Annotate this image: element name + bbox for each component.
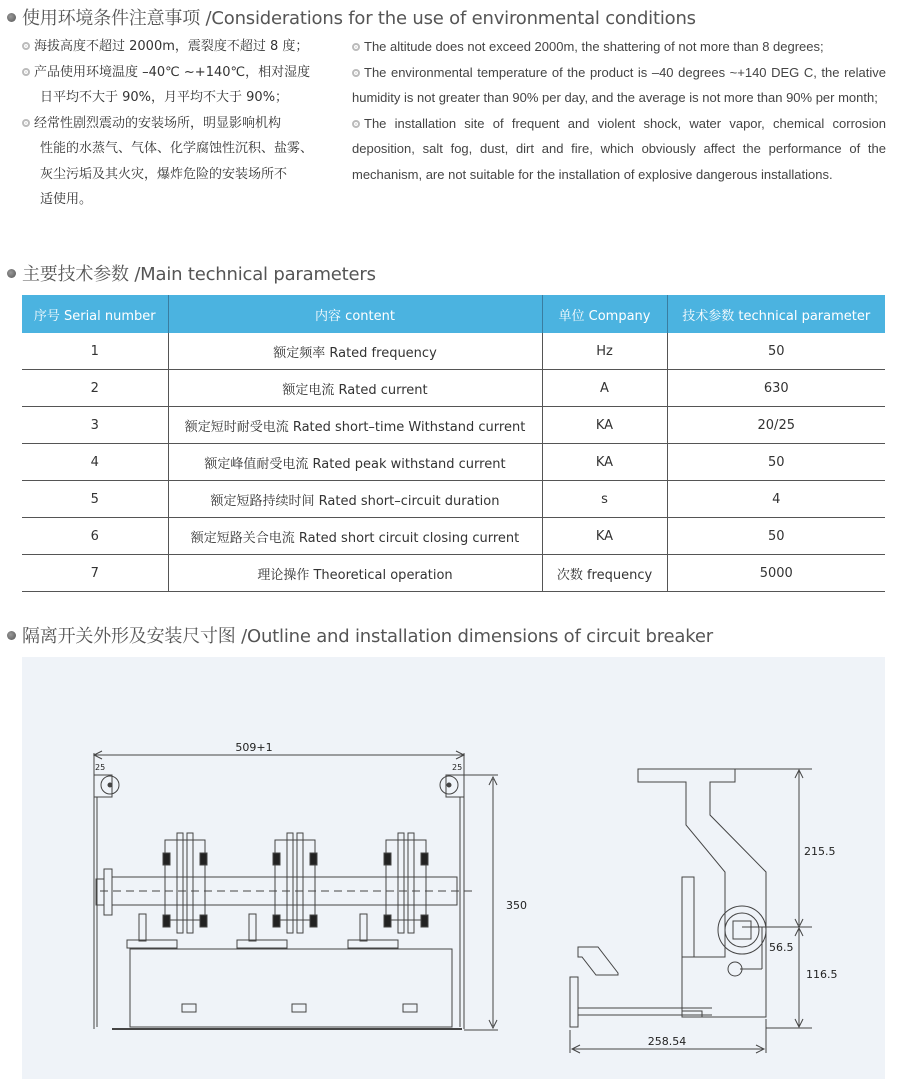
cell-unit: s: [542, 481, 667, 518]
bullet-dot-icon: [7, 13, 16, 22]
table-row: [22, 518, 885, 555]
cell-serial: 5: [22, 481, 168, 518]
dim-label-mid: 56.5: [769, 941, 794, 954]
cell-content: 额定电流 Rated current: [168, 370, 542, 407]
ring-bullet-icon: [352, 69, 360, 77]
cell-serial: 2: [22, 370, 168, 407]
conditions-zh-list: [22, 34, 332, 213]
zh-item-continuation: 灰尘污垢及其火灾，爆炸危险的安装场所不: [40, 166, 288, 182]
header-serial: 序号 Serial number: [22, 295, 168, 333]
header-value: 技术参数 technical parameter: [667, 295, 885, 333]
zh-item: 经常性剧烈震动的安装场所，明显影响机构: [22, 111, 332, 137]
side-view: [570, 769, 812, 1053]
cell-unit: KA: [542, 407, 667, 444]
ring-bullet-icon: [352, 43, 360, 51]
cell-unit: A: [542, 370, 667, 407]
dim-label-width-side: 258.54: [647, 1035, 687, 1048]
cell-content: 额定短路关合电流 Rated short circuit closing current: [168, 518, 542, 555]
cell-serial: 3: [22, 407, 168, 444]
cell-serial: 1: [22, 333, 168, 370]
ring-bullet-icon: [22, 42, 30, 50]
header-content: 内容 content: [168, 295, 542, 333]
cell-value: 630: [667, 370, 885, 407]
dim-label-corner-right: 25: [452, 763, 463, 772]
ring-bullet-icon: [352, 120, 360, 128]
cell-value: 50: [667, 333, 885, 370]
cell-content: 额定频率 Rated frequency: [168, 333, 542, 370]
bullet-dot-icon: [7, 631, 16, 640]
cell-value: 50: [667, 444, 885, 481]
cell-value: 50: [667, 518, 885, 555]
en-item: The installation site of frequent and violent shock, water vapor, chemical corrosion deposition, salt fog, dust, dirt and fire, which obviously affect the performance of the mechanism, are not suitable for the installation of explosive dangerous installations.: [352, 115, 886, 182]
cell-unit: 次数 frequency: [542, 555, 667, 592]
zh-item: 海拔高度不超过 2000m，震裂度不超过 8 度；: [22, 34, 332, 60]
dim-label-corner-left: 25: [95, 763, 106, 772]
table-header-row: [22, 295, 885, 333]
en-item: The altitude does not exceed 2000m, the shattering of not more than 8 degrees;: [352, 34, 886, 60]
cell-serial: 7: [22, 555, 168, 592]
cell-value: 4: [667, 481, 885, 518]
parameters-table: [22, 295, 885, 592]
zh-item-continuation: 日平均不大于 90%，月平均不大于 90%；: [40, 90, 289, 105]
outline-drawing-svg: [22, 657, 885, 1079]
table-row: [22, 333, 885, 370]
zh-item-continuation: 性能的水蒸气、气体、化学腐蚀性沉积、盐雾、: [40, 141, 314, 156]
dim-label-width: 509+1: [235, 741, 273, 754]
dim-label-height: 350: [506, 899, 527, 912]
outline-diagram: [22, 657, 885, 1079]
conditions-en-list: [352, 34, 886, 187]
section-title-conditions: 使用环境条件注意事项 /Considerations for the use of environmental conditions: [7, 4, 696, 30]
cell-content: 额定短时耐受电流 Rated short–time Withstand current: [168, 407, 542, 444]
cell-content: 理论操作 Theoretical operation: [168, 555, 542, 592]
table-row: [22, 555, 885, 592]
section-title-outline: 隔离开关外形及安装尺寸图 /Outline and installation dimensions of circuit breaker: [7, 622, 713, 648]
table-row: [22, 444, 885, 481]
en-item: The environmental temperature of the product is –40 degrees ~+140 DEG C, the relative humidity is not greater than 90% per day, and the average is not more than 90% per month;: [352, 64, 886, 105]
cell-serial: 6: [22, 518, 168, 555]
cell-content: 额定短路持续时间 Rated short–circuit duration: [168, 481, 542, 518]
front-view: [94, 751, 498, 1030]
cell-unit: Hz: [542, 333, 667, 370]
table-row: [22, 370, 885, 407]
cell-unit: KA: [542, 518, 667, 555]
cell-serial: 4: [22, 444, 168, 481]
section-title-parameters: 主要技术参数 /Main technical parameters: [7, 260, 376, 286]
cell-value: 20/25: [667, 407, 885, 444]
header-unit: 单位 Company: [542, 295, 667, 333]
cell-content: 额定峰值耐受电流 Rated peak withstand current: [168, 444, 542, 481]
bullet-dot-icon: [7, 269, 16, 278]
table-row: [22, 407, 885, 444]
zh-item-continuation: 适使用。: [40, 192, 93, 207]
zh-item: 产品使用环境温度 –40℃ ~+140℃，相对湿度: [22, 60, 332, 86]
dim-label-upper: 215.5: [804, 845, 836, 858]
ring-bullet-icon: [22, 68, 30, 76]
ring-bullet-icon: [22, 119, 30, 127]
cell-value: 5000: [667, 555, 885, 592]
cell-unit: KA: [542, 444, 667, 481]
dim-label-lower: 116.5: [806, 968, 838, 981]
table-row: [22, 481, 885, 518]
